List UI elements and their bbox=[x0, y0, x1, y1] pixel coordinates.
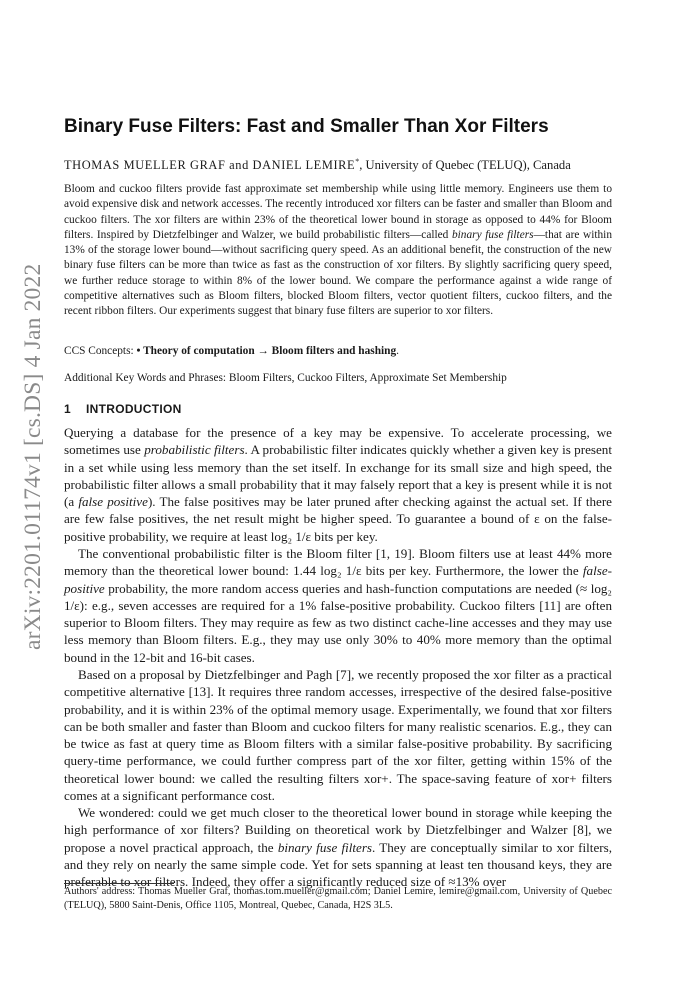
arxiv-stamp: arXiv:2201.01174v1 [cs.DS] 4 Jan 2022 bbox=[20, 263, 46, 650]
intro-p1-em-1: probabilistic filters bbox=[144, 442, 245, 458]
intro-paragraph-1 bbox=[64, 424, 612, 545]
intro-p1-em-2: false positive bbox=[78, 494, 148, 510]
intro-paragraph-3: Based on a proposal by Dietzfelbinger and Pagh [7], we recently proposed the xor filter as a practical competitive alternative [13]. It requires three random accesses, irrespective of the desired false-positive probability, and it is within 23% of the optimal memory usage. Experimentally, we found that xor filters can be both smaller and faster than Bloom and cuckoo filters for many realistic scenarios. E.g., they can be twice as fast at query time as Bloom filters with a similar false-positive probability. By sacrificing query-time performance, we could further compress part of the xor filter, getting within 15% of the theoretical lower bound: we called the resulting filters xor+. The space-saving feature of xor+ filters comes at a significant performance cost. bbox=[64, 666, 612, 803]
ccs-end: . bbox=[396, 345, 399, 357]
intro-p1-a: Querying a database for the presence of a key may be expensive. To accelerate processing, we sometimes use bbox=[64, 425, 612, 458]
ccs-concepts bbox=[64, 345, 612, 357]
abstract-emphasis: binary fuse filters bbox=[451, 228, 534, 241]
ccs-concept: • Theory of computation → Bloom filters and hashing bbox=[136, 345, 397, 357]
ccs-label: CCS Concepts: bbox=[64, 345, 137, 357]
intro-p1-c: ). The false positives may be later pruned after checking against the actual set. If there are few false positives, the net result might be higher speed. To guarantee a bound of ε on the false-positive probability, we require at least log₂ 1/ε bits per key. bbox=[64, 494, 612, 544]
author-affiliation: , University of Quebec (TELUQ), Canada bbox=[359, 158, 571, 173]
intro-p4-em: binary fuse filters bbox=[277, 839, 373, 855]
abstract bbox=[64, 182, 612, 320]
footnote-rule bbox=[64, 883, 174, 884]
section-number: 1 bbox=[64, 402, 71, 416]
authors-address-footnote: Authors' address: Thomas Mueller Graf, thomas.tom.mueller@gmail.com; Daniel Lemire, lemire@gmail.com, University of Quebec (TELUQ), 5800 Saint-Denis, Office 1105, Montreal, Quebec, Canada, H2S 3L5. bbox=[64, 886, 612, 911]
keywords: Additional Key Words and Phrases: Bloom Filters, Cuckoo Filters, Approximate Set Membership bbox=[64, 372, 507, 384]
section-heading bbox=[64, 402, 182, 416]
author-names: THOMAS MUELLER GRAF and DANIEL LEMIRE bbox=[64, 158, 356, 173]
section-title: INTRODUCTION bbox=[86, 402, 182, 416]
intro-p2-em: false-positive bbox=[64, 563, 612, 596]
intro-body bbox=[64, 424, 612, 891]
author-line bbox=[64, 157, 624, 173]
intro-p1-b: . A probabilistic filter indicates quickly whether a given key is present in a set while using less memory than the set itself. In exchange for its small size and high speed, the probabilistic filter allows a small probability that it may falsely report that a key is present while it is not (a bbox=[64, 442, 612, 510]
intro-p2-a: The conventional probabilistic filter is the Bloom filter [1, 19]. Bloom filters use at least 44% more memory than the theoretical lower bound: 1.44 log₂ 1/ε bits per key. Furthermore, the lower the bbox=[64, 545, 612, 579]
intro-p2-b: probability, the more random access queries and hash-function computations are needed (≈ log₂ 1/ε): e.g., seven accesses are required for a 1% false-positive probability. Cuckoo filters [11] are often superior to Bloom filters. They may require as few as two distinct cache-line accesses and they may use less memory than Bloom filters. E.g., they may use only 30% to 40% more memory than the optimal bound in the 12-bit and 16-bit cases. bbox=[64, 580, 612, 665]
intro-paragraph-2 bbox=[64, 545, 612, 666]
abstract-text-1: Bloom and cuckoo filters provide fast approximate set membership while using little memory. Engineers use them to avoid expensive disk and network accesses. The recently introduced xor filters can be faster and smaller than Bloom and cuckoo filters. The xor filters are within 23% of the theoretical lower bound in storage as opposed to 44% for Bloom filters. Inspired by Dietzfelbinger and Walzer, we build probabilistic filters—called bbox=[64, 183, 612, 241]
paper-title: Binary Fuse Filters: Fast and Smaller Than Xor Filters bbox=[64, 116, 549, 137]
intro-paragraph-4 bbox=[64, 804, 612, 890]
abstract-text-2: —that are within 13% of the storage lower bound—without sacrificing query speed. As an additional benefit, the construction of the new binary fuse filters can be more than twice as fast as the construction of xor filters. By slightly sacrificing query speed, we further reduce storage to within 8% of the lower bound. We compare the performance against a wide range of competitive alternatives such as Bloom filters, blocked Bloom filters, vector quotient filters, cuckoo filters, and the recent ribbon filters. Our experiments suggest that binary fuse filters are superior to xor filters. bbox=[64, 228, 612, 318]
intro-p4-b: . They are conceptually similar to xor filters, and they rely on nearly the same simple code. Yet for sets spanning at least ten thousand keys, they are preferable to xor filters. Indeed, they offer a significantly reduced size of ≈13% over bbox=[64, 839, 612, 890]
author-footnote-marker: * bbox=[355, 157, 360, 166]
intro-p4-a: We wondered: could we get much closer to the theoretical lower bound in storage while keeping the high performance of xor filters? Building on theoretical work by Dietzfelbinger and Walzer [8], we propose a novel practical approach, the bbox=[64, 805, 612, 855]
